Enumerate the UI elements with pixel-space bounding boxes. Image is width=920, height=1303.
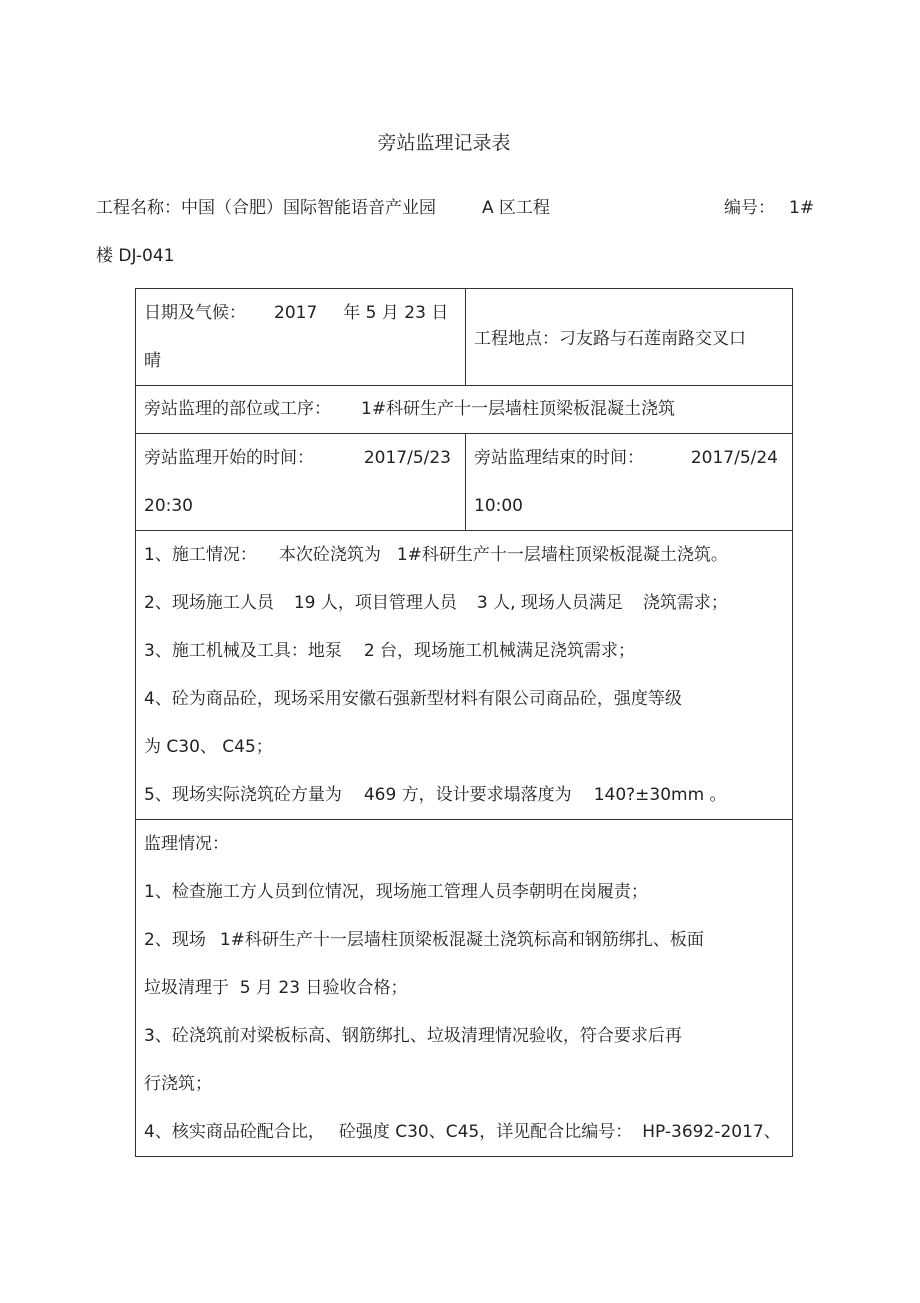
end-time: 10:00: [474, 496, 523, 516]
site-cell: [466, 289, 793, 386]
c1-label: 1、施工情况：: [144, 545, 257, 565]
record-table: [135, 288, 793, 1157]
supervision-line-2b: 垃圾清理于 5 月 23 日验收合格；: [144, 978, 408, 998]
number-value: 1#: [789, 198, 815, 218]
end-time-cell: [466, 434, 793, 531]
part-row: [136, 386, 793, 434]
number-label: 编号：: [724, 198, 775, 218]
construction-line-2: [144, 579, 792, 627]
s4-c: HP-3692-2017、: [642, 1122, 781, 1142]
supervision-line-4: [144, 1108, 792, 1156]
end-label: 旁站监理结束的时间：: [474, 448, 644, 468]
s2-b: 1#科研生产十一层墙柱顶梁板混凝土浇筑标高和钢筋绑扎、板面: [219, 930, 704, 950]
supervision-heading: 监理情况：: [144, 834, 229, 854]
weather: 晴: [144, 351, 161, 371]
c2-c: 3 人, 现场人员满足: [476, 593, 623, 613]
date-line: [144, 289, 465, 337]
project-zone: A 区工程: [482, 198, 551, 218]
s4-b: 砼强度 C30、C45，详见配合比编号：: [338, 1122, 633, 1142]
construction-line-5: [144, 771, 792, 819]
record-number: [724, 193, 814, 218]
c3-a: 3、施工机械及工具：地泵: [144, 641, 342, 661]
construction-line-3: [144, 627, 792, 675]
construction-cell: [136, 531, 793, 820]
c1-text: 本次砼浇筑为: [278, 545, 381, 565]
project-label: 工程名称：中国（合肥）国际智能语音产业园: [96, 198, 436, 218]
site-text: 工程地点：刁友路与石莲南路交叉口: [474, 329, 746, 349]
s4-a: 4、核实商品砼配合比，: [144, 1122, 325, 1142]
start-time: 20:30: [144, 496, 193, 516]
start-date: 2017/5/23: [363, 448, 451, 468]
construction-line-4: 4、砼为商品砼，现场采用安徽石强新型材料有限公司商品砼，强度等级: [144, 689, 682, 709]
start-time-cell: [136, 434, 466, 531]
c3-b: 2 台，现场施工机械满足浇筑需求；: [363, 641, 636, 661]
supervision-line-3b: 行浇筑；: [144, 1074, 212, 1094]
date-month-day: 年 5 月 23 日: [343, 303, 449, 323]
supervision-line-2: [144, 916, 792, 964]
c5-b: 469 方，设计要求塌落度为: [363, 785, 572, 805]
construction-line-1: [144, 531, 792, 579]
supervision-row: [136, 820, 793, 1157]
part-label: 旁站监理的部位或工序：: [144, 399, 331, 419]
c1-value: 1#科研生产十一层墙柱顶梁板混凝土浇筑。: [396, 545, 728, 565]
supervision-line-3: 3、砼浇筑前对梁板标高、钢筋绑扎、垃圾清理情况验收，符合要求后再: [144, 1026, 682, 1046]
supervision-line-1: 1、检查施工方人员到位情况，现场施工管理人员李朝明在岗履责；: [144, 882, 648, 902]
date-site-row: [136, 289, 793, 386]
construction-row: [136, 531, 793, 820]
project-name: [96, 193, 550, 218]
c2-d: 浇筑需求；: [642, 593, 728, 613]
s2-a: 2、现场: [144, 930, 206, 950]
c2-b: 19 人，项目管理人员: [293, 593, 457, 613]
date-weather-cell: [136, 289, 466, 386]
start-label: 旁站监理开始的时间：: [144, 448, 314, 468]
date-year: 2017: [274, 303, 318, 323]
c5-c: 140?±30mm 。: [593, 785, 727, 805]
part-value: 1#科研生产十一层墙柱顶梁板混凝土浇筑: [361, 399, 676, 419]
part-cell: [136, 386, 793, 434]
construction-line-4b: 为 C30、 C45；: [144, 737, 273, 757]
number-continuation: 楼 DJ-041: [96, 246, 175, 266]
supervision-cell: [136, 820, 793, 1157]
time-row: [136, 434, 793, 531]
page-title: 旁站监理记录表: [377, 132, 511, 154]
c2-a: 2、现场施工人员: [144, 593, 274, 613]
end-date: 2017/5/24: [690, 448, 778, 468]
c5-a: 5、现场实际浇筑砼方量为: [144, 785, 342, 805]
date-label: 日期及气候：: [144, 303, 246, 323]
